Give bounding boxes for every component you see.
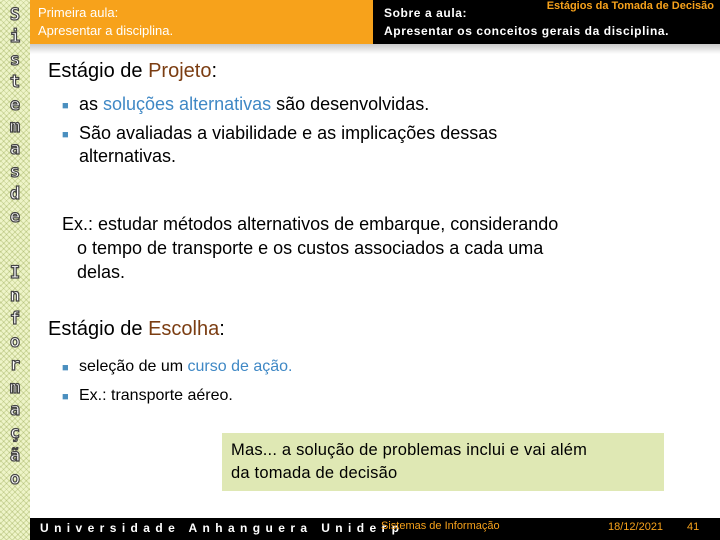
escolha-heading bbox=[48, 318, 225, 341]
square-bullet-icon: ■ bbox=[62, 391, 69, 403]
escolha-heading-accent: Escolha bbox=[148, 318, 220, 340]
projeto-bullet-1-highlight: soluções alternativas bbox=[103, 94, 272, 114]
sidebar-letter: o bbox=[9, 469, 21, 490]
square-bullet-icon: ■ bbox=[62, 362, 69, 374]
example-line-1: Ex.: estudar métodos alternativos de embarque, considerando bbox=[62, 214, 559, 234]
escolha-bullet-1-highlight: curso de ação. bbox=[187, 358, 293, 375]
header-left-panel bbox=[30, 0, 373, 44]
projeto-heading-prefix: Estágio de bbox=[48, 60, 149, 82]
projeto-bullet-1-post: são desenvolvidas. bbox=[271, 94, 430, 114]
example-line-3: delas. bbox=[77, 262, 126, 282]
escolha-heading-prefix: Estágio de bbox=[48, 318, 149, 340]
footer-date: 18/12/2021 bbox=[608, 521, 664, 533]
projeto-heading-accent: Projeto bbox=[148, 60, 212, 82]
sidebar-letter: t bbox=[9, 72, 21, 93]
header-left-line-1: Primeira aula: bbox=[38, 5, 119, 20]
sidebar-letter: s bbox=[9, 161, 21, 182]
projeto-heading-suffix: : bbox=[211, 60, 218, 82]
projeto-bullet-2-line-2: alternativas. bbox=[79, 146, 177, 166]
sidebar-letter: i bbox=[9, 27, 21, 48]
escolha-bullet-1-text bbox=[79, 357, 292, 377]
sidebar-letter: e bbox=[9, 206, 21, 227]
sidebar-letter: e bbox=[9, 94, 21, 115]
vertical-title-strip bbox=[0, 0, 30, 540]
escolha-heading-suffix: : bbox=[219, 318, 225, 340]
projeto-heading bbox=[48, 60, 217, 83]
slide-topic-tag: Estágios da Tomada de Decisão bbox=[546, 0, 714, 12]
sidebar-letter: r bbox=[9, 354, 21, 375]
projeto-bullet-1-pre: as bbox=[79, 94, 104, 114]
projeto-bullet-2-line-1: São avaliadas a viabilidade e as implicações dessas bbox=[79, 123, 498, 143]
callout-box bbox=[222, 433, 664, 491]
example-line-2: o tempo de transporte e os custos associados a cada uma bbox=[77, 238, 544, 258]
sidebar-letter: s bbox=[9, 49, 21, 70]
callout-line-1: Mas... a solução de problemas inclui e vai além bbox=[231, 441, 588, 459]
projeto-bullet-1-text bbox=[79, 93, 429, 116]
header-right-panel bbox=[373, 0, 720, 44]
sidebar-letter: n bbox=[9, 285, 21, 306]
sidebar-letter: ã bbox=[9, 446, 21, 467]
sidebar-letter: f bbox=[9, 308, 21, 329]
footer-bar bbox=[30, 518, 720, 540]
square-bullet-icon: ■ bbox=[62, 129, 69, 141]
header-right-line-2: Apresentar os conceitos gerais da disciplina. bbox=[384, 24, 670, 38]
sidebar-letter: S bbox=[9, 5, 21, 25]
sidebar-letter: m bbox=[9, 377, 21, 398]
escolha-bullet-1-pre: seleção de um bbox=[79, 358, 188, 375]
sidebar-letter: o bbox=[9, 331, 21, 352]
callout-line-2: da tomada de decisão bbox=[231, 464, 398, 482]
header-right-line-1: Sobre a aula: bbox=[384, 6, 468, 20]
footer-course: Sistemas de Informação bbox=[381, 520, 500, 532]
square-bullet-icon: ■ bbox=[62, 100, 69, 112]
escolha-bullet-2-text: Ex.: transporte aéreo. bbox=[79, 387, 233, 404]
sidebar-letter: m bbox=[9, 117, 21, 137]
sidebar-letter: a bbox=[9, 139, 21, 160]
sidebar-letter: ç bbox=[9, 423, 21, 444]
projeto-example-paragraph bbox=[62, 212, 682, 284]
footer-university: Universidade Anhanguera Uniderp bbox=[40, 521, 405, 535]
header-shadow bbox=[30, 44, 720, 54]
sidebar-letter: a bbox=[9, 400, 21, 421]
sidebar-letter: I bbox=[9, 263, 21, 283]
header-left-line-2: Apresentar a disciplina. bbox=[38, 23, 174, 38]
footer-page-number: 41 bbox=[687, 521, 700, 533]
sidebar-letter: d bbox=[9, 184, 21, 205]
